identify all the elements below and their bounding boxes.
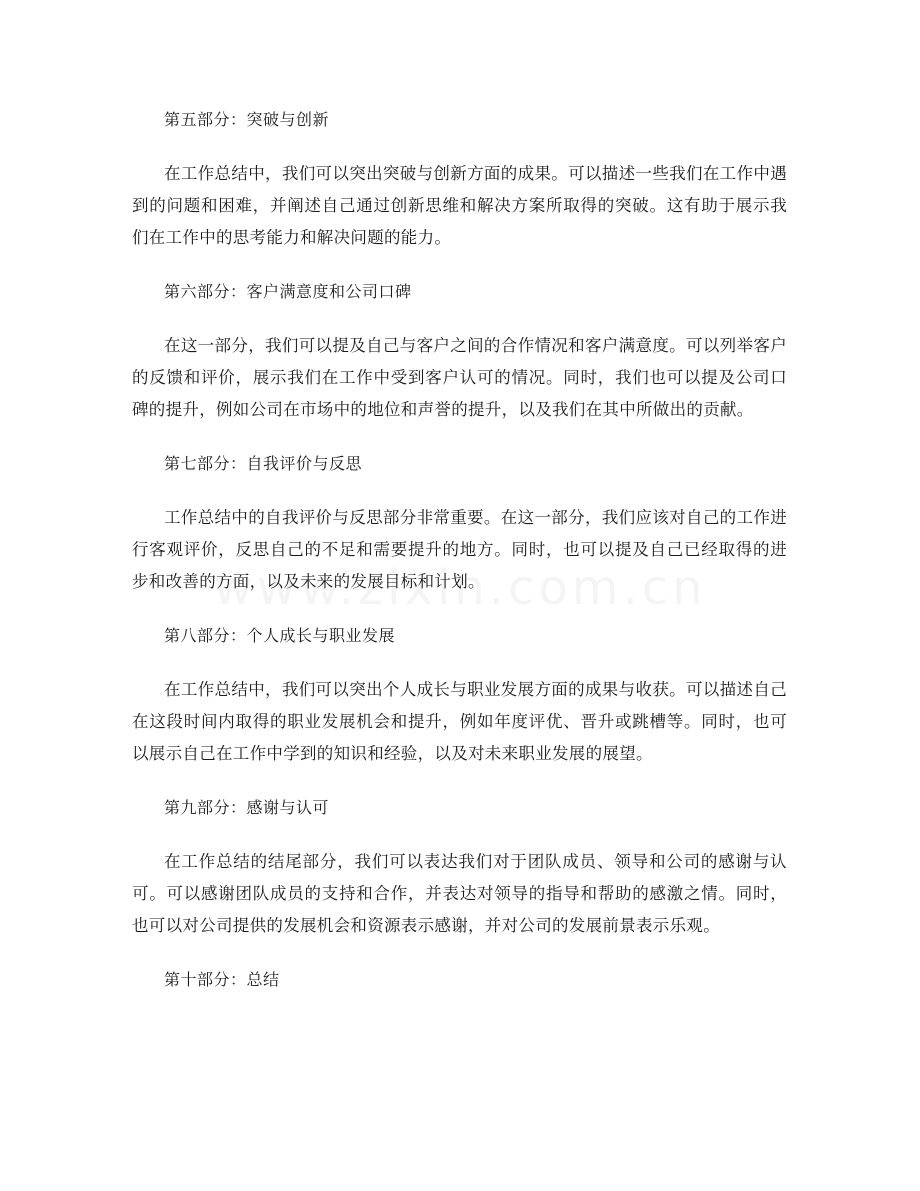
section-paragraph-8: 在工作总结中，我们可以突出个人成长与职业发展方面的成果与收获。可以描述自己在这段时间内取得的职业发展机会和提升，例如年度评优、晋升或跳槽等。同时，也可以展示自己在工作中学到的知识和经验，以及对未来职业发展的展望。	[132, 680, 787, 763]
section-heading-10: 第十部分：总结	[164, 970, 280, 989]
section-paragraph-6: 在这一部分，我们可以提及自己与客户之间的合作情况和客户满意度。可以列举客户的反馈和评价，展示我们在工作中受到客户认可的情况。同时，我们也可以提及公司口碑的提升，例如公司在市场中的地位和声誉的提升，以及我们在其中所做出的贡献。	[132, 336, 787, 419]
section-heading-8: 第八部分：个人成长与职业发展	[164, 626, 396, 645]
section-paragraph-9: 在工作总结的结尾部分，我们可以表达我们对于团队成员、领导和公司的感谢与认可。可以感谢团队成员的支持和合作，并表达对领导的指导和帮助的感激之情。同时，也可以对公司提供的发展机会和资源表示感谢，并对公司的发展前景表示乐观。	[132, 852, 787, 935]
document-body	[132, 104, 787, 1018]
section-paragraph-7: 工作总结中的自我评价与反思部分非常重要。在这一部分，我们应该对自己的工作进行客观评价，反思自己的不足和需要提升的地方。同时，也可以提及自己已经取得的进步和改善的方面，以及未来的发展目标和计划。	[132, 508, 787, 591]
section-paragraph-5: 在工作总结中，我们可以突出突破与创新方面的成果。可以描述一些我们在工作中遇到的问题和困难，并阐述自己通过创新思维和解决方案所取得的突破。这有助于展示我们在工作中的思考能力和解决问题的能力。	[132, 164, 787, 247]
section-heading-6: 第六部分：客户满意度和公司口碑	[164, 282, 412, 301]
section-heading-9: 第九部分：感谢与认可	[164, 798, 330, 817]
section-heading-7: 第七部分：自我评价与反思	[164, 454, 363, 473]
section-heading-5: 第五部分：突破与创新	[164, 110, 330, 129]
